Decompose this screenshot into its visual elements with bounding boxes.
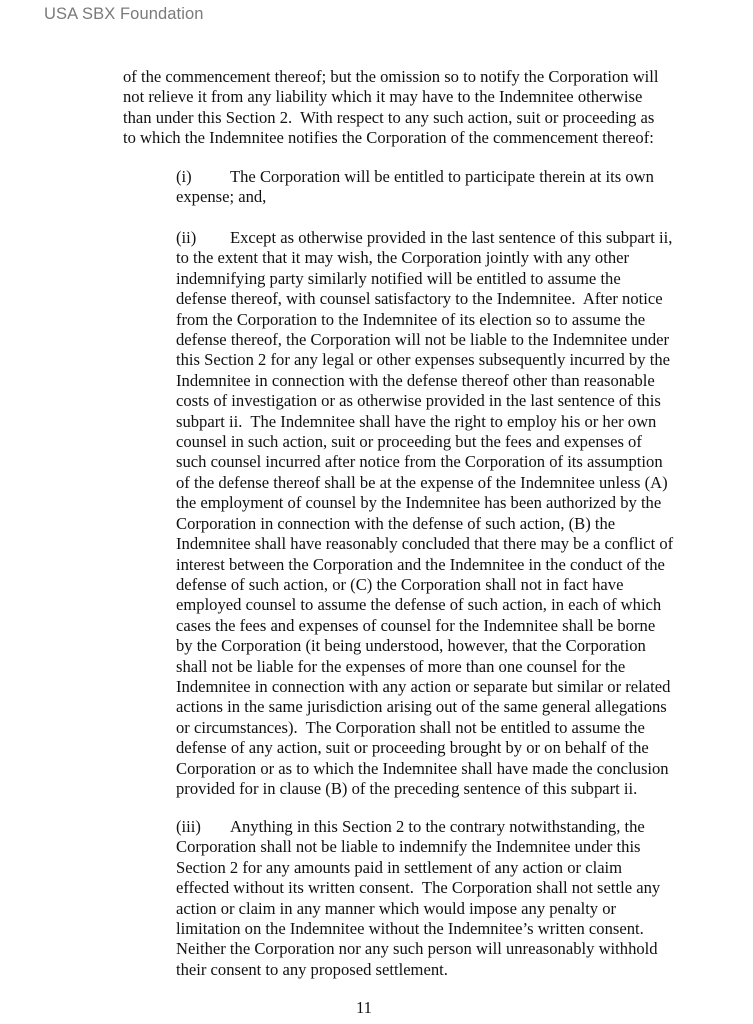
- text-line: actions in the same jurisdiction arising out of the same general allegations: [176, 697, 667, 717]
- text-line: Indemnitee in connection with the defense thereof other than reasonable: [176, 370, 655, 390]
- text-line: shall not be liable for the expenses of more than one counsel for the: [176, 656, 626, 676]
- subpart-iii: [176, 817, 726, 980]
- subpart-label: (iii): [176, 817, 201, 836]
- text-line: cases the fees and expenses of counsel for the Indemnitee shall be borne: [176, 615, 656, 635]
- subpart-label: (i): [176, 167, 192, 186]
- text-line: Except as otherwise provided in the last sentence of this subpart ii,: [230, 228, 673, 247]
- text-line: than under this Section 2. With respect to any such action, suit or proceeding as: [123, 107, 655, 127]
- text-line: Anything in this Section 2 to the contrary notwithstanding, the: [230, 817, 645, 836]
- text-line: defense of such action, or (C) the Corporation shall not in fact have: [176, 574, 624, 594]
- text-line: Neither the Corporation nor any such person will unreasonably withhold: [176, 939, 658, 959]
- page-number: 11: [356, 998, 372, 1017]
- text-line: to which the Indemnitee notifies the Corporation of the commencement thereof:: [123, 128, 654, 148]
- text-line: indemnifying party similarly notified will be entitled to assume the: [176, 268, 621, 288]
- text-line: expense; and,: [176, 187, 267, 207]
- text-line: to the extent that it may wish, the Corporation jointly with any other: [176, 248, 630, 268]
- intro-paragraph: [123, 67, 723, 149]
- text-line: such counsel incurred after notice from the Corporation of its assumption: [176, 452, 663, 472]
- text-line: counsel in such action, suit or proceeding but the fees and expenses of: [176, 432, 642, 452]
- text-line: Corporation or as to which the Indemnitee shall have made the conclusion: [176, 758, 669, 778]
- text-line: defense of any action, suit or proceeding brought by or on behalf of the: [176, 738, 649, 758]
- text-line: effected without its written consent. The Corporation shall not settle any: [176, 878, 661, 898]
- text-line: subpart ii. The Indemnitee shall have the right to employ his or her own: [176, 411, 657, 431]
- text-line: this Section 2 for any legal or other expenses subsequently incurred by the: [176, 350, 670, 370]
- text-line: Corporation shall not be liable to indemnify the Indemnitee under this: [176, 837, 641, 857]
- text-line: provided for in clause (B) of the preceding sentence of this subpart ii.: [176, 778, 638, 798]
- text-line: of the defense thereof shall be at the expense of the Indemnitee unless (A): [176, 472, 668, 492]
- text-line: from the Corporation to the Indemnitee of its election so to assume the: [176, 309, 646, 329]
- text-line: interest between the Corporation and the Indemnitee in the conduct of the: [176, 554, 665, 574]
- text-line: the employment of counsel by the Indemnitee has been authorized by the: [176, 493, 662, 513]
- text-line: Corporation in connection with the defense of such action, (B) the: [176, 513, 616, 533]
- text-line: their consent to any proposed settlement.: [176, 959, 448, 979]
- text-line: defense thereof, with counsel satisfactory to the Indemnitee. After notice: [176, 289, 663, 309]
- text-line: costs of investigation or as otherwise provided in the last sentence of this: [176, 391, 661, 411]
- text-line: or circumstances). The Corporation shall not be entitled to assume the: [176, 717, 645, 737]
- text-line: The Corporation will be entitled to participate therein at its own: [230, 167, 654, 186]
- text-line: limitation on the Indemnitee without the Indemnitee’s written consent.: [176, 919, 644, 939]
- text-line: of the commencement thereof; but the omission so to notify the Corporation will: [123, 67, 659, 86]
- text-line: employed counsel to assume the defense of such action, in each of which: [176, 595, 662, 615]
- subpart-i: [176, 167, 726, 208]
- text-line: Section 2 for any amounts paid in settlement of any action or claim: [176, 857, 623, 877]
- subpart-ii: [176, 228, 726, 799]
- text-line: by the Corporation (it being understood, however, that the Corporation: [176, 636, 646, 656]
- organization-header: USA SBX Foundation: [44, 5, 204, 23]
- text-line: defense thereof, the Corporation will not be liable to the Indemnitee under: [176, 330, 670, 350]
- text-line: not relieve it from any liability which it may have to the Indemnitee otherwise: [123, 87, 643, 107]
- subpart-label: (ii): [176, 228, 197, 247]
- text-line: action or claim in any manner which would impose any penalty or: [176, 898, 617, 918]
- text-line: Indemnitee shall have reasonably concluded that there may be a conflict of: [176, 534, 674, 554]
- text-line: Indemnitee in connection with any action or separate but similar or related: [176, 676, 671, 696]
